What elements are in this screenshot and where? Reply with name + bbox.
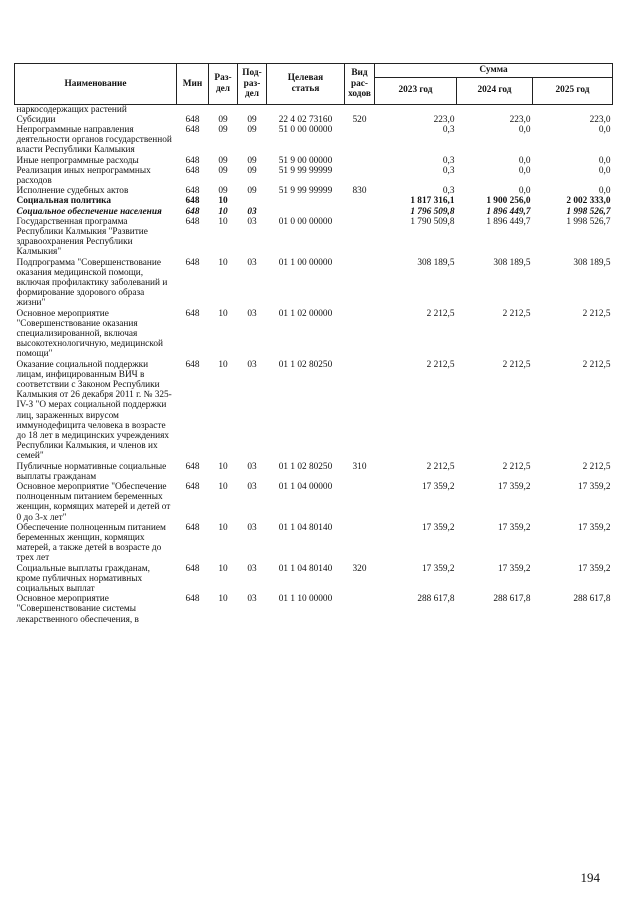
cell-2025: 1 998 526,7 [566,206,611,217]
cell-name: Субсидии [16,114,56,125]
cell-vid [345,156,375,166]
header-2023: 2023 год [375,77,457,104]
table-row [15,125,613,156]
cell-min: 648 [185,594,200,605]
cell-2023: 1 817 316,1 [410,196,455,207]
header-target: Целевая статья [267,64,345,105]
header-podrazdel: Под- раз- дел [238,64,267,105]
cell-2025: 2 212,5 [582,359,611,370]
cell-name: Реализация иных непрограммных расходов [16,165,151,186]
cell-name: Государственная программа Республики Калмыкия "Развитие здравоохранения Республики Калмыкия" [16,216,148,258]
cell-2024: 1 896 449,7 [486,216,531,227]
cell-2024: 2 212,5 [502,461,531,472]
cell-2023: 0,3 [442,124,455,135]
cell-name: Непрограммные направления деятельности органов государственной власти Республики Калмыкия [16,124,172,156]
cell-target: 01 1 04 80140 [278,563,333,574]
cell-podrazdel: 03 [247,563,257,574]
cell-name: Социальное обеспечение населения [16,206,162,217]
cell-vid [345,207,375,217]
cell-2024: 288 617,8 [493,594,531,605]
cell-name: Публичные нормативные социальные выплаты гражданам [16,461,167,482]
cell-2025: 0,0 [598,124,611,135]
cell-razdel: 10 [218,594,228,605]
cell-podrazdel: 03 [247,482,257,493]
cell-name: Основное мероприятие "Совершенствование оказания специализированной, включая высокотехнологичную, медицинской помощи" [16,308,163,360]
cell-vid: 320 [352,563,367,574]
table-row [15,523,613,564]
cell-2023: 17 359,2 [421,522,455,533]
cell-2024: 223,0 [509,114,531,125]
cell-2024: 2 212,5 [502,359,531,370]
cell-min: 648 [185,359,200,370]
cell-razdel: 09 [218,114,228,125]
cell-min: 648 [185,522,200,533]
cell-2024: 17 359,2 [497,563,531,574]
cell-2024: 0,0 [518,124,531,135]
table-row [15,186,613,196]
cell-2025 [533,104,613,115]
table-row [15,104,613,115]
cell-2023: 308 189,5 [417,257,455,268]
cell-min: 648 [185,308,200,319]
cell-target: 01 1 02 00000 [278,308,333,319]
cell-2024: 0,0 [518,186,531,197]
header-razdel: Раз- дел [209,64,238,105]
header-2025: 2025 год [533,77,613,104]
header-vid: Вид рас- ходов [345,64,375,105]
cell-podrazdel: 03 [247,461,257,472]
cell-name: наркосодержащих растений [16,104,127,115]
cell-razdel: 10 [218,482,228,493]
header-name: Наименование [15,64,177,105]
cell-podrazdel: 03 [247,522,257,533]
cell-vid: 520 [352,114,367,125]
cell-razdel: 10 [218,308,228,319]
cell-2023: 2 212,5 [426,308,455,319]
cell-podrazdel: 09 [247,124,257,135]
cell-2025: 17 359,2 [577,482,611,493]
cell-2024: 1 896 449,7 [486,206,531,217]
cell-name: Основное мероприятие "Совершенствование системы лекарственного обеспечения, в [16,594,139,625]
cell-2025: 223,0 [589,114,611,125]
cell-target: 01 1 00 00000 [278,257,333,268]
cell-min: 648 [185,165,200,176]
cell-target: 51 9 00 00000 [278,155,333,166]
cell-2025: 17 359,2 [577,563,611,574]
cell-podrazdel: 09 [247,165,257,176]
cell-podrazdel: 03 [247,216,257,227]
cell-razdel: 10 [218,359,228,370]
cell-min [177,104,209,115]
cell-podrazdel: 03 [247,359,257,370]
cell-podrazdel: 09 [247,155,257,166]
cell-2024: 0,0 [518,165,531,176]
table-row [15,115,613,125]
cell-podrazdel: 03 [247,308,257,319]
cell-2025: 288 617,8 [573,594,611,605]
cell-razdel: 09 [218,124,228,135]
cell-razdel: 10 [218,257,228,268]
table-row [15,564,613,595]
cell-min: 648 [185,196,200,207]
cell-podrazdel: 03 [247,257,257,268]
cell-vid [345,482,375,523]
cell-podrazdel: 09 [247,114,257,125]
cell-vid [345,360,375,462]
cell-2023: 288 617,8 [417,594,455,605]
cell-target: 01 1 02 80250 [278,359,333,370]
cell-2025: 0,0 [598,165,611,176]
cell-vid [345,258,375,309]
table-row [15,196,613,206]
cell-target: 01 1 04 80140 [278,522,333,533]
cell-razdel: 09 [218,155,228,166]
header-min: Мин [177,64,209,105]
cell-2025: 17 359,2 [577,522,611,533]
cell-razdel [209,104,238,115]
cell-min: 648 [185,186,200,197]
cell-min: 648 [185,155,200,166]
cell-2023: 0,3 [442,155,455,166]
cell-podrazdel: 09 [247,186,257,197]
cell-name: Социальные выплаты гражданам, кроме публичных нормативных социальных выплат [16,563,151,595]
table-row [15,482,613,523]
table-row [15,462,613,482]
cell-2023: 17 359,2 [421,563,455,574]
cell-target [267,196,345,206]
cell-2023: 17 359,2 [421,482,455,493]
cell-2023: 2 212,5 [426,359,455,370]
cell-target: 01 0 00 00000 [278,216,333,227]
cell-target: 01 1 02 80250 [278,461,333,472]
cell-2025: 2 002 333,0 [566,196,611,207]
table-row [15,207,613,217]
cell-target: 51 9 99 99999 [278,165,333,176]
cell-name: Иные непрограммные расходы [16,155,139,166]
cell-razdel: 09 [218,186,228,197]
cell-target: 51 0 00 00000 [278,124,333,135]
cell-2025: 0,0 [598,155,611,166]
cell-min: 648 [185,563,200,574]
cell-target: 22 4 02 73160 [278,114,333,125]
cell-min: 648 [185,216,200,227]
cell-target [267,207,345,217]
cell-vid [345,523,375,564]
cell-2024: 0,0 [518,155,531,166]
cell-razdel: 10 [218,563,228,574]
cell-vid [345,196,375,206]
table-row [15,360,613,462]
cell-2025: 0,0 [598,186,611,197]
cell-2025: 2 212,5 [582,308,611,319]
cell-vid: 310 [352,461,367,472]
cell-2025: 308 189,5 [573,257,611,268]
cell-2023: 1 796 509,8 [410,206,455,217]
cell-name: Подпрограмма "Совершенствование оказания медицинской помощи, включая профилактику заболеваний и формирование здорового образа жизни" [16,257,168,309]
cell-min: 648 [185,461,200,472]
cell-podrazdel: 03 [247,594,257,605]
cell-target: 01 1 10 00000 [278,594,333,605]
table-row [15,309,613,360]
cell-name: Обеспечение полноценным питанием беременных женщин, кормящих матерей, а также детей в возрасте до трех лет [16,522,166,564]
table-row [15,258,613,309]
cell-2024 [457,104,533,115]
cell-2023: 0,3 [442,165,455,176]
table-header [15,64,613,105]
cell-name: Основное мероприятие "Обеспечение полноценным питанием беременных женщин, кормящих матерей и детей от 0 до 3-х лет" [16,482,171,523]
cell-min: 648 [185,114,200,125]
table-row [15,217,613,258]
cell-2024: 1 900 256,0 [486,196,531,207]
cell-2023: 1 790 509,8 [410,216,455,227]
cell-2023 [375,104,457,115]
cell-vid [345,217,375,258]
table-row [15,594,613,625]
cell-vid [345,166,375,186]
cell-razdel: 10 [218,522,228,533]
cell-2023: 223,0 [433,114,455,125]
cell-razdel: 10 [218,206,228,217]
header-sum: Сумма [375,64,613,78]
cell-min: 648 [185,206,200,217]
cell-2024: 308 189,5 [493,257,531,268]
cell-2024: 17 359,2 [497,482,531,493]
cell-name: Исполнение судебных актов [16,186,129,197]
cell-vid [345,309,375,360]
cell-razdel: 09 [218,165,228,176]
cell-min: 648 [185,124,200,135]
table-row [15,156,613,166]
cell-target [267,104,345,115]
cell-podrazdel: 03 [247,206,257,217]
cell-razdel: 10 [218,461,228,472]
budget-table [14,63,613,625]
cell-vid [345,104,375,115]
header-2024: 2024 год [457,77,533,104]
cell-target: 51 9 99 99999 [278,186,333,197]
cell-2024: 17 359,2 [497,522,531,533]
cell-min: 648 [185,257,200,268]
cell-vid [345,125,375,156]
cell-2023: 2 212,5 [426,461,455,472]
cell-vid [345,594,375,625]
cell-podrazdel [238,104,267,115]
cell-name: Оказание социальной поддержки лицам, инфицированным ВИЧ в соответствии с Законом Республики Калмыкия от 26 декабря 2011 г. № 325-IV-З "О мерах социальной поддержки лиц, зараженных вирусом иммунодефицита человека в возрасте до 18 лет в медицинских учреждениях Республики Калмыкия, и членов их семей" [16,359,172,462]
cell-2025: 2 212,5 [582,461,611,472]
cell-target: 01 1 04 00000 [278,482,333,493]
cell-2023: 0,3 [442,186,455,197]
cell-min: 648 [185,482,200,493]
cell-2025: 1 998 526,7 [566,216,611,227]
cell-razdel: 10 [218,216,228,227]
table-row [15,166,613,186]
table-body [15,104,613,625]
cell-vid: 830 [352,186,367,197]
cell-razdel: 10 [218,196,228,207]
page-number: 194 [580,870,600,885]
cell-2024: 2 212,5 [502,308,531,319]
cell-podrazdel [238,196,267,206]
cell-name: Социальная политика [16,196,112,207]
